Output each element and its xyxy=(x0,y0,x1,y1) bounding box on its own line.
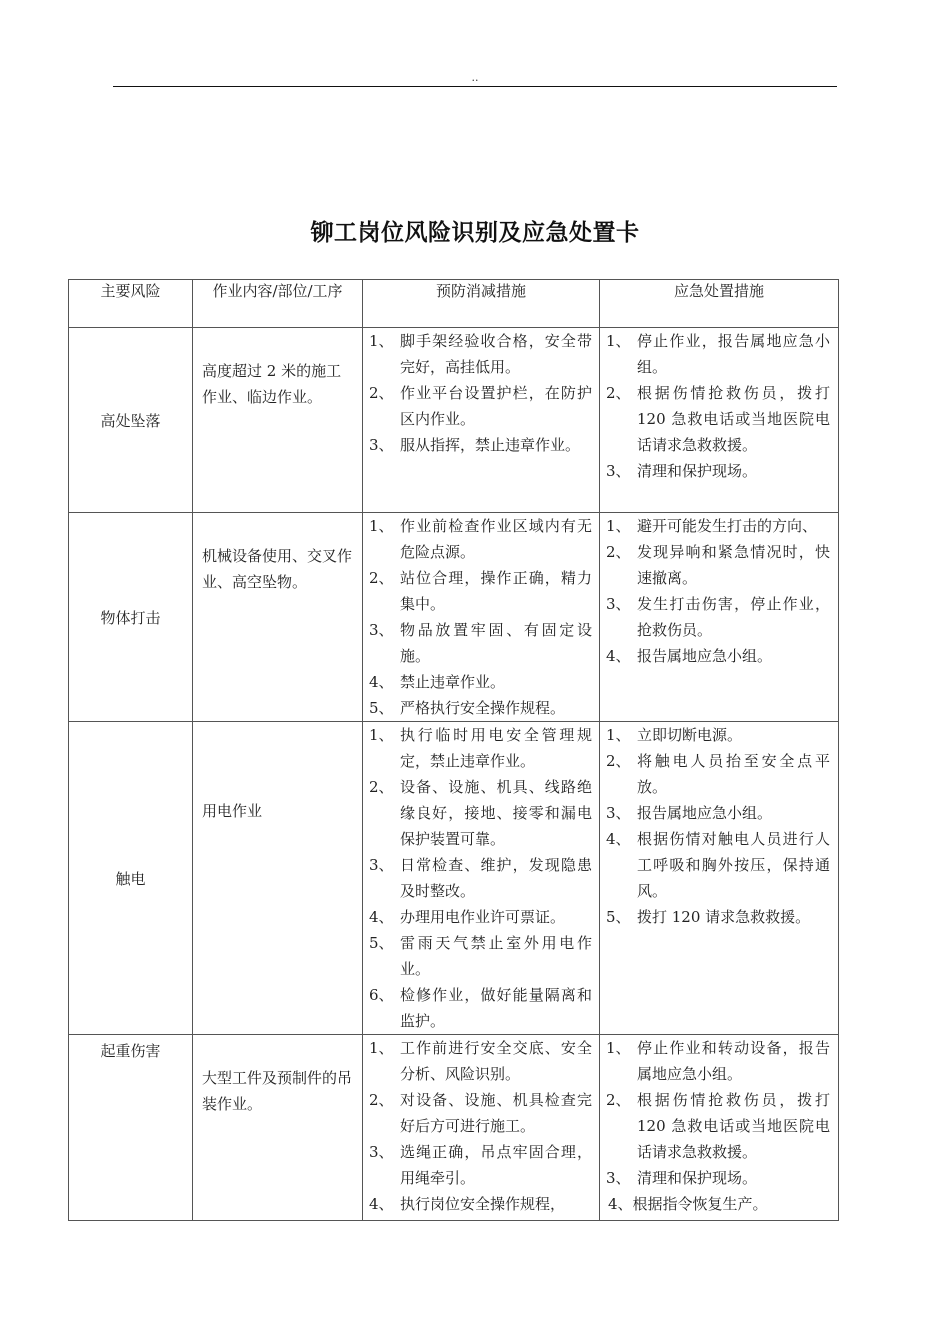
list-item: 3、 物品放置牢固、有固定设施。 xyxy=(369,621,592,665)
list-item: 5、 雷雨天气禁止室外用电作业。 xyxy=(369,934,592,978)
list-item: 2、 站位合理，操作正确，精力集中。 xyxy=(369,569,592,613)
list-item: 6、 检修作业，做好能量隔离和监护。 xyxy=(369,986,592,1030)
list-item: 2、 根据伤情抢救伤员，拨打 120 急救电话或当地医院电话请求急救救援。 xyxy=(606,1091,830,1161)
column-header-prevention: 预防消减措施 xyxy=(363,280,600,328)
list-item: 1、 作业前检查作业区域内有无危险点源。 xyxy=(369,517,592,561)
list-item: 4、 执行岗位安全操作规程， xyxy=(369,1195,566,1213)
risk-cell: 高处坠落 xyxy=(69,328,193,513)
list-item: 3、 报告属地应急小组。 xyxy=(606,804,773,822)
risk-cell: 触电 xyxy=(69,722,193,1035)
list-item: 4、根据指令恢复生产。 xyxy=(608,1195,768,1213)
prevention-cell xyxy=(363,328,600,513)
list-item: 4、 根据伤情对触电人员进行人工呼吸和胸外按压，保持通风。 xyxy=(606,830,830,900)
content-cell: 大型工件及预制件的吊装作业。 xyxy=(193,1035,363,1221)
table-row xyxy=(69,328,839,513)
list-item: 5、 拨打 120 请求急救救援。 xyxy=(606,908,811,926)
emergency-cell xyxy=(600,1035,839,1221)
list-item: 1、 执行临时用电安全管理规定，禁止违章作业。 xyxy=(369,726,592,770)
list-item: 3、 选绳正确，吊点牢固合理，用绳牵引。 xyxy=(369,1143,592,1187)
list-item: 2、 将触电人员抬至安全点平放。 xyxy=(606,752,830,796)
table-row xyxy=(69,722,839,1035)
list-item: 3、 清理和保护现场。 xyxy=(606,462,758,480)
list-item: 3、 清理和保护现场。 xyxy=(606,1169,758,1187)
list-item: 5、 严格执行安全操作规程。 xyxy=(369,699,566,717)
list-item: 4、 报告属地应急小组。 xyxy=(606,647,773,665)
content-cell: 高度超过 2 米的施工作业、临边作业。 xyxy=(193,328,363,513)
list-item: 1、 工作前进行安全交底、安全分析、风险识别。 xyxy=(369,1039,592,1083)
column-header-content: 作业内容/部位/工序 xyxy=(193,280,363,328)
table-header-row xyxy=(69,280,839,328)
emergency-cell xyxy=(600,328,839,513)
header-mark: .. xyxy=(471,71,479,84)
list-item: 3、 发生打击伤害，停止作业，抢救伤员。 xyxy=(606,595,830,639)
list-item: 1、 避开可能发生打击的方向、 xyxy=(606,517,818,535)
list-item: 1、 停止作业和转动设备，报告属地应急小组。 xyxy=(606,1039,830,1083)
risk-cell: 物体打击 xyxy=(69,513,193,722)
column-header-emergency: 应急处置措施 xyxy=(600,280,839,328)
list-item: 4、 禁止违章作业。 xyxy=(369,673,506,691)
risk-card-table xyxy=(68,279,839,1221)
list-item: 1、 立即切断电源。 xyxy=(606,726,743,744)
table-row xyxy=(69,1035,839,1221)
list-item: 2、 作业平台设置护栏，在防护区内作业。 xyxy=(369,384,592,428)
table-row xyxy=(69,513,839,722)
list-item: 1、 脚手架经验收合格，安全带完好，高挂低用。 xyxy=(369,332,592,376)
list-item: 3、 服从指挥，禁止违章作业。 xyxy=(369,436,581,454)
list-item: 2、 设备、设施、机具、线路绝缘良好，接地、接零和漏电保护装置可靠。 xyxy=(369,778,592,848)
emergency-cell xyxy=(600,513,839,722)
list-item: 2、 发现异响和紧急情况时，快速撤离。 xyxy=(606,543,830,587)
list-item: 3、 日常检查、维护，发现隐患及时整改。 xyxy=(369,856,592,900)
risk-cell: 起重伤害 xyxy=(69,1035,193,1221)
column-header-risk: 主要风险 xyxy=(69,280,193,328)
page-title: 铆工岗位风险识别及应急处置卡 xyxy=(310,219,640,246)
emergency-cell xyxy=(600,722,839,1035)
list-item: 1、 停止作业，报告属地应急小组。 xyxy=(606,332,830,376)
prevention-cell xyxy=(363,513,600,722)
list-item: 2、 根据伤情抢救伤员，拨打 120 急救电话或当地医院电话请求急救救援。 xyxy=(606,384,830,454)
content-cell: 机械设备使用、交叉作业、高空坠物。 xyxy=(193,513,363,722)
list-item: 2、 对设备、设施、机具检查完好后方可进行施工。 xyxy=(369,1091,592,1135)
header-rule xyxy=(113,86,837,87)
prevention-cell xyxy=(363,722,600,1035)
content-cell: 用电作业 xyxy=(193,722,363,1035)
list-item: 4、 办理用电作业许可票证。 xyxy=(369,908,566,926)
prevention-cell xyxy=(363,1035,600,1221)
